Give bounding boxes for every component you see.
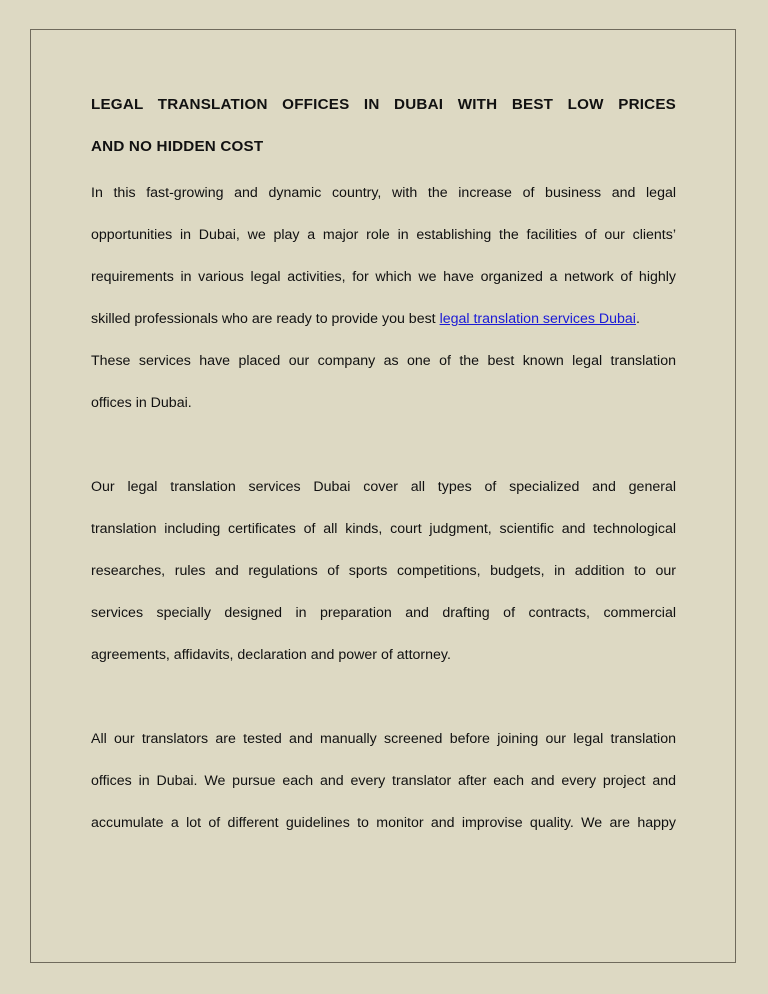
paragraph-line: In this fast-growing and dynamic country, with the increase of business and legal [91, 185, 676, 201]
paragraph-line: researches, rules and regulations of sports competitions, budgets, in addition to our [91, 563, 676, 579]
paragraph-text: . [635, 311, 640, 327]
paragraph-line: opportunities in Dubai, we play a major role in establishing the facilities of our clients’ [91, 227, 676, 243]
paragraph-spacer [91, 676, 676, 718]
document-title [91, 84, 676, 168]
paragraph-line: offices in Dubai. [91, 395, 192, 411]
paragraph-line-with-link [91, 298, 676, 340]
title-line-2: AND NO HIDDEN COST [91, 138, 264, 155]
paragraph-line: offices in Dubai. We pursue each and every translator after each and every project and [91, 773, 676, 789]
document-body [91, 84, 676, 844]
paragraph-line: These services have placed our company as one of the best known legal translation [91, 353, 676, 369]
paragraph-1 [91, 172, 676, 424]
title-line-1: LEGAL TRANSLATION OFFICES IN DUBAI WITH BEST LOW PRICES [91, 96, 676, 113]
paragraph-line: All our translators are tested and manually screened before joining our legal translation [91, 731, 676, 747]
paragraph-line: services specially designed in preparation and drafting of contracts, commercial [91, 605, 676, 621]
paragraph-line: agreements, affidavits, declaration and power of attorney. [91, 647, 451, 663]
paragraph-3 [91, 718, 676, 844]
paragraph-line: Our legal translation services Dubai cover all types of specialized and general [91, 479, 676, 495]
paragraph-text: skilled professionals who are ready to provide you best [91, 311, 440, 327]
paragraph-spacer [91, 424, 676, 466]
paragraph-line: translation including certificates of all kinds, court judgment, scientific and technological [91, 521, 676, 537]
paragraph-2 [91, 466, 676, 676]
paragraph-line: requirements in various legal activities, for which we have organized a network of highly [91, 269, 676, 285]
legal-translation-link[interactable]: legal translation services Dubai [439, 311, 636, 327]
paragraph-line: accumulate a lot of different guidelines to monitor and improvise quality. We are happy [91, 815, 676, 831]
